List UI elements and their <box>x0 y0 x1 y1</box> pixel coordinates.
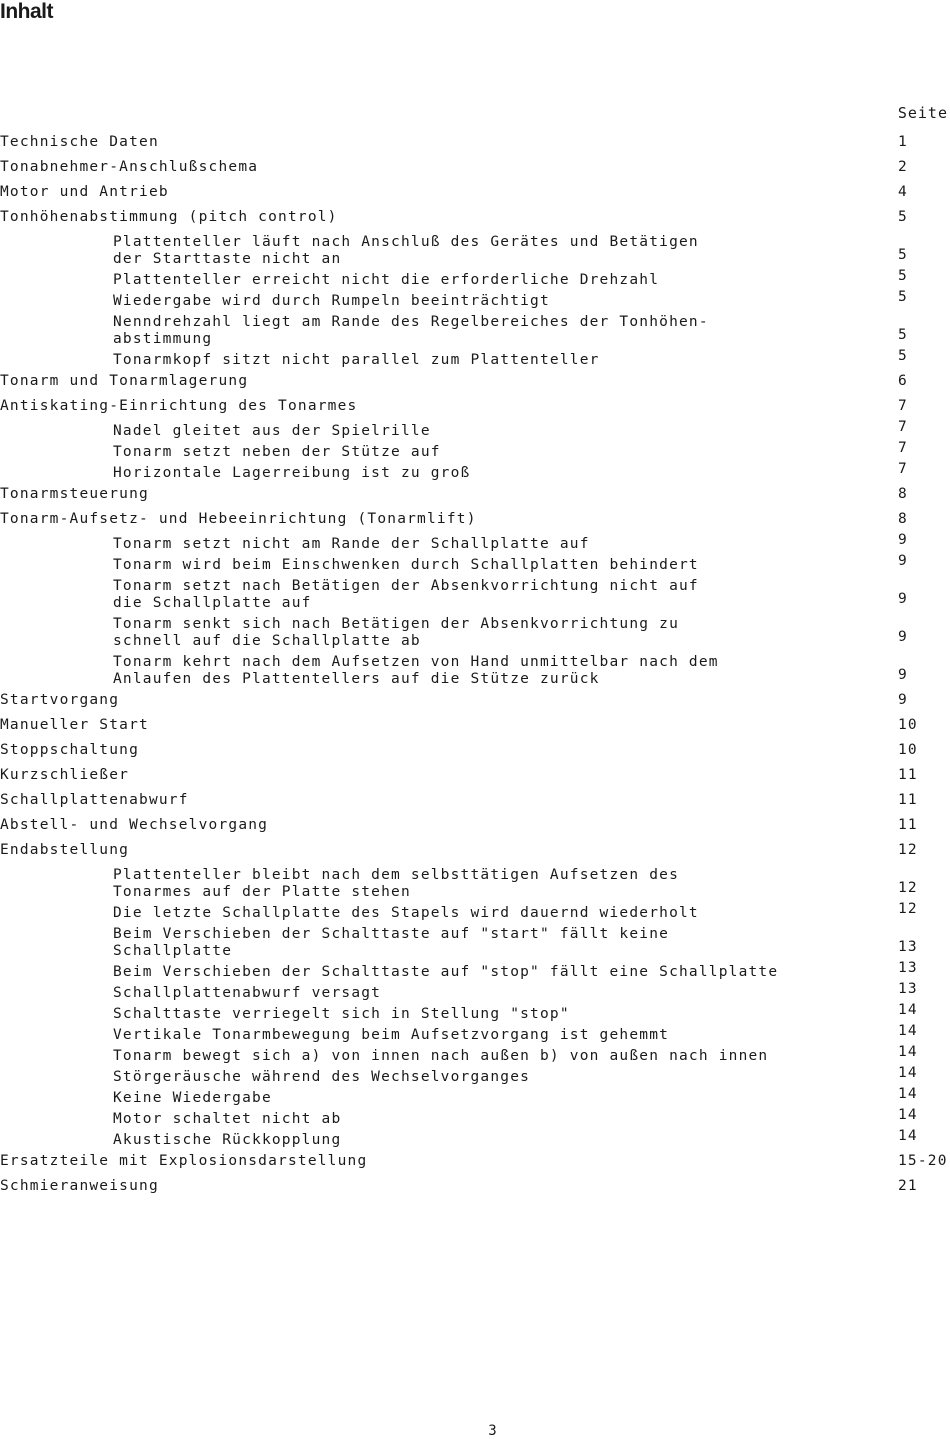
toc-entry-page: 14 <box>898 1128 918 1144</box>
toc-entry-page: 15-20 <box>898 1153 948 1169</box>
toc-entry-title: Tonarm setzt neben der Stütze auf <box>113 444 441 460</box>
toc-entry-page: 7 <box>898 419 908 435</box>
toc-entry-title: Plattenteller läuft nach Anschluß des Gerätes und Betätigen der Starttaste nicht an <box>113 234 699 267</box>
toc-entry-title: Plattenteller erreicht nicht die erforderliche Drehzahl <box>113 272 660 288</box>
toc-section-entry <box>0 813 950 838</box>
toc-entry-title: Keine Wiedergabe <box>113 1090 272 1106</box>
toc-entry-title: Tonhöhenabstimmung (pitch control) <box>0 209 338 225</box>
toc-entry-page: 14 <box>898 1086 918 1102</box>
toc-section-entry <box>0 130 950 155</box>
toc-entry-page: 5 <box>898 348 908 364</box>
toc-subsection-entry <box>0 289 950 310</box>
toc-entry-title: Tonarm kehrt nach dem Aufsetzen von Hand unmittelbar nach dem Anlaufen des Plattentellers auf die Stütze zurück <box>113 654 719 687</box>
toc-entry-title: Stoppschaltung <box>0 742 140 758</box>
toc-section-entry <box>0 738 950 763</box>
toc-entry-title: Tonabnehmer-Anschlußschema <box>0 159 259 175</box>
toc-entry-page: 21 <box>898 1178 918 1194</box>
toc-section-entry <box>0 394 950 419</box>
toc-entry-page: 14 <box>898 1065 918 1081</box>
toc-subsection-entry <box>0 532 950 553</box>
toc-entry-title: Tonarm wird beim Einschwenken durch Schallplatten behindert <box>113 557 699 573</box>
toc-entry-page: 6 <box>898 373 908 389</box>
toc-entry-page: 9 <box>898 629 908 645</box>
toc-subsection-entry <box>0 553 950 574</box>
toc-section-entry <box>0 155 950 180</box>
toc-entry-title: Kurzschließer <box>0 767 130 783</box>
toc-section-entry <box>0 205 950 230</box>
toc-entry-title: Startvorgang <box>0 692 120 708</box>
toc-entry-title: Plattenteller bleibt nach dem selbsttätigen Aufsetzen des Tonarmes auf der Platte stehen <box>113 867 679 900</box>
toc-subsection-entry <box>0 922 950 960</box>
toc-subsection-entry <box>0 268 950 289</box>
toc-section-entry <box>0 369 950 394</box>
toc-entry-title: Beim Verschieben der Schalttaste auf "start" fällt keine Schallplatte <box>113 926 670 959</box>
toc-subsection-entry <box>0 650 950 688</box>
toc-entry-page: 9 <box>898 667 908 683</box>
toc-entry-page: 7 <box>898 461 908 477</box>
toc-entry-title: Schallplattenabwurf versagt <box>113 985 382 1001</box>
toc-section-entry <box>0 763 950 788</box>
toc-entry-page: 13 <box>898 939 918 955</box>
toc-entry-page: 7 <box>898 440 908 456</box>
toc-entry-title: Antiskating-Einrichtung des Tonarmes <box>0 398 358 414</box>
toc-subsection-entry <box>0 1002 950 1023</box>
toc-entry-title: Tonarm setzt nach Betätigen der Absenkvorrichtung nicht auf die Schallplatte auf <box>113 578 699 611</box>
toc-entry-page: 11 <box>898 817 918 833</box>
table-of-contents <box>0 130 950 1199</box>
toc-entry-title: Manueller Start <box>0 717 149 733</box>
toc-entry-title: Tonarm und Tonarmlagerung <box>0 373 249 389</box>
toc-entry-title: Abstell- und Wechselvorgang <box>0 817 269 833</box>
toc-section-entry <box>0 1174 950 1199</box>
toc-entry-page: 7 <box>898 398 908 414</box>
toc-section-entry <box>0 713 950 738</box>
page-number: 3 <box>488 1423 497 1439</box>
toc-subsection-entry <box>0 1044 950 1065</box>
toc-entry-title: Technische Daten <box>0 134 159 150</box>
toc-subsection-entry <box>0 1107 950 1128</box>
toc-subsection-entry <box>0 348 950 369</box>
toc-entry-page: 4 <box>898 184 908 200</box>
toc-entry-title: Vertikale Tonarmbewegung beim Aufsetzvorgang ist gehemmt <box>113 1027 670 1043</box>
toc-subsection-entry <box>0 1086 950 1107</box>
toc-subsection-entry <box>0 230 950 268</box>
toc-entry-page: 12 <box>898 842 918 858</box>
toc-entry-page: 14 <box>898 1023 918 1039</box>
toc-entry-page: 8 <box>898 511 908 527</box>
toc-entry-page: 2 <box>898 159 908 175</box>
toc-entry-title: Endabstellung <box>0 842 130 858</box>
toc-entry-title: Tonarmsteuerung <box>0 486 149 502</box>
toc-entry-page: 11 <box>898 792 918 808</box>
toc-subsection-entry <box>0 863 950 901</box>
toc-subsection-entry <box>0 440 950 461</box>
toc-section-entry <box>0 788 950 813</box>
toc-subsection-entry <box>0 1023 950 1044</box>
toc-entry-page: 12 <box>898 901 918 917</box>
toc-entry-page: 10 <box>898 717 918 733</box>
toc-entry-page: 11 <box>898 767 918 783</box>
toc-subsection-entry <box>0 310 950 348</box>
toc-entry-page: 9 <box>898 591 908 607</box>
page-column-label: Seite <box>897 104 948 122</box>
toc-entry-title: Beim Verschieben der Schalttaste auf "stop" fällt eine Schallplatte <box>113 964 779 980</box>
toc-subsection-entry <box>0 612 950 650</box>
toc-entry-title: Schallplattenabwurf <box>0 792 189 808</box>
toc-entry-title: Motor schaltet nicht ab <box>113 1111 342 1127</box>
toc-entry-title: Störgeräusche während des Wechselvorganges <box>113 1069 531 1085</box>
toc-entry-page: 9 <box>898 553 908 569</box>
toc-entry-page: 8 <box>898 486 908 502</box>
toc-section-entry <box>0 688 950 713</box>
toc-entry-title: Schalttaste verriegelt sich in Stellung "stop" <box>113 1006 570 1022</box>
toc-entry-title: Nadel gleitet aus der Spielrille <box>113 423 431 439</box>
toc-entry-title: Ersatzteile mit Explosionsdarstellung <box>0 1153 368 1169</box>
toc-section-entry <box>0 507 950 532</box>
toc-entry-title: Tonarm setzt nicht am Rande der Schallplatte auf <box>113 536 590 552</box>
toc-section-entry <box>0 180 950 205</box>
toc-subsection-entry <box>0 960 950 981</box>
toc-entry-title: Tonarmkopf sitzt nicht parallel zum Plattenteller <box>113 352 600 368</box>
toc-entry-title: Nenndrehzahl liegt am Rande des Regelbereiches der Tonhöhen- abstimmung <box>113 314 709 347</box>
toc-section-entry <box>0 1149 950 1174</box>
toc-entry-page: 12 <box>898 880 918 896</box>
toc-entry-page: 14 <box>898 1002 918 1018</box>
toc-subsection-entry <box>0 1065 950 1086</box>
toc-entry-page: 14 <box>898 1107 918 1123</box>
toc-entry-page: 9 <box>898 692 908 708</box>
toc-subsection-entry <box>0 574 950 612</box>
toc-subsection-entry <box>0 901 950 922</box>
toc-entry-title: Motor und Antrieb <box>0 184 169 200</box>
toc-entry-page: 1 <box>898 134 908 150</box>
toc-entry-title: Akustische Rückkopplung <box>113 1132 342 1148</box>
toc-entry-page: 14 <box>898 1044 918 1060</box>
toc-section-entry <box>0 482 950 507</box>
toc-entry-title: Schmieranweisung <box>0 1178 159 1194</box>
toc-entry-page: 5 <box>898 327 908 343</box>
toc-entry-page: 5 <box>898 268 908 284</box>
toc-entry-title: Die letzte Schallplatte des Stapels wird dauernd wiederholt <box>113 905 699 921</box>
toc-entry-page: 5 <box>898 209 908 225</box>
toc-subsection-entry <box>0 1128 950 1149</box>
toc-entry-title: Tonarm bewegt sich a) von innen nach außen b) von außen nach innen <box>113 1048 769 1064</box>
toc-entry-title: Wiedergabe wird durch Rumpeln beeinträchtigt <box>113 293 550 309</box>
page-heading: Inhalt <box>0 0 53 23</box>
toc-entry-title: Horizontale Lagerreibung ist zu groß <box>113 465 471 481</box>
toc-entry-page: 5 <box>898 289 908 305</box>
toc-entry-page: 10 <box>898 742 918 758</box>
toc-entry-page: 13 <box>898 981 918 997</box>
toc-entry-title: Tonarm senkt sich nach Betätigen der Absenkvorrichtung zu schnell auf die Schallplatte ab <box>113 616 679 649</box>
toc-entry-page: 13 <box>898 960 918 976</box>
toc-entry-page: 5 <box>898 247 908 263</box>
toc-entry-page: 9 <box>898 532 908 548</box>
toc-subsection-entry <box>0 419 950 440</box>
toc-section-entry <box>0 838 950 863</box>
toc-subsection-entry <box>0 981 950 1002</box>
toc-entry-title: Tonarm-Aufsetz- und Hebeeinrichtung (Tonarmlift) <box>0 511 477 527</box>
toc-subsection-entry <box>0 461 950 482</box>
